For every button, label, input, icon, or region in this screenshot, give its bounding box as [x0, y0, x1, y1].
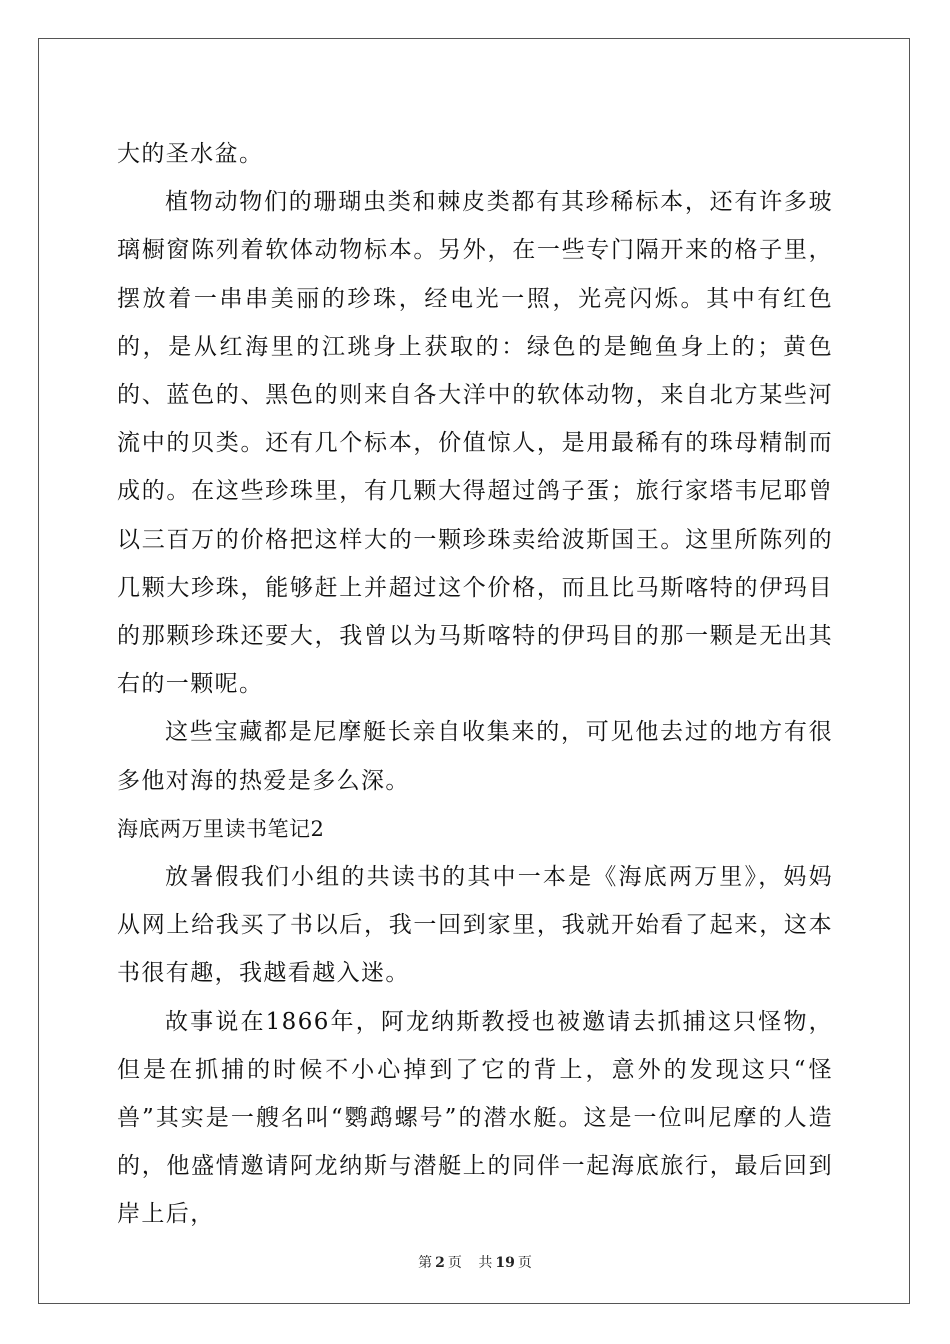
paragraph-1: 大的圣水盆。: [117, 141, 264, 167]
paragraph-2: 植物动物们的珊瑚虫类和棘皮类都有其珍稀标本，还有许多玻璃橱窗陈列着软体动物标本。另外，在一些专门隔开来的格子里，摆放着一串串美丽的珍珠，经电光一照，光亮闪烁。其中有红色的，是从红海里的江珧身上获取的：绿色的是鲍鱼身上的；黄色的、蓝色的、黑色的则来自各大洋中的软体动物，来自北方某些河流中的贝类。还有几个标本，价值惊人，是用最稀有的珠母精制而成的。在这些珍珠里，有几颗大得超过鸽子蛋；旅行家塔韦尼耶曾以三百万的价格把这样大的一颗珍珠卖给波斯国王。这里所陈列的几颗大珍珠，能够赶上并超过这个价格，而且比马斯喀特的伊玛目的那颗珍珠还要大，我曾以为马斯喀特的伊玛目的那一颗是无出其右的一颗呢。: [117, 189, 833, 698]
paragraph-3: 这些宝藏都是尼摩艇长亲自收集来的，可见他去过的地方有很多他对海的热爱是多么深。: [117, 719, 833, 794]
paragraph-5: 故事说在1866年，阿龙纳斯教授也被邀请去抓捕这只怪物，但是在抓捕的时候不小心掉到了它的背上，意外的发现这只“怪兽”其实是一艘名叫“鹦鹉螺号”的潜水艇。这是一位叫尼摩的人造的，他盛情邀请阿龙纳斯与潜艇上的同伴一起海底旅行，最后回到岸上后，: [117, 1008, 833, 1228]
current-page: 2: [435, 1255, 445, 1271]
total-pages: 19: [495, 1255, 515, 1271]
document-body: [117, 130, 833, 1239]
section-heading: 海底两万里读书笔记2: [117, 816, 325, 841]
page-footer: [0, 1252, 950, 1272]
page-prefix: 第: [418, 1255, 433, 1271]
page-number: [415, 1255, 465, 1271]
page-suffix: 页: [447, 1255, 462, 1271]
paragraph-4: 放暑假我们小组的共读书的其中一本是《海底两万里》，妈妈从网上给我买了书以后，我一回到家里，我就开始看了起来，这本书很有趣，我越看越入迷。: [117, 864, 833, 987]
total-prefix: 共: [478, 1255, 493, 1271]
total-suffix: 页: [517, 1255, 532, 1271]
page-total: [475, 1255, 534, 1271]
